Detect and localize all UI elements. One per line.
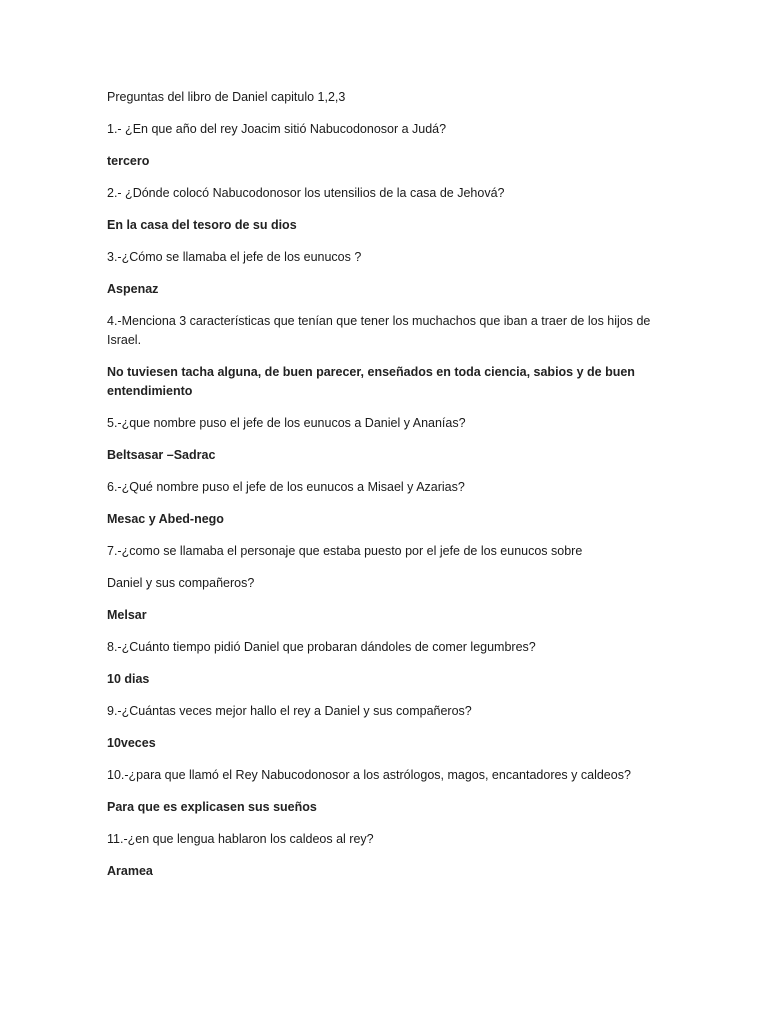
answer-6: Mesac y Abed-nego xyxy=(107,512,224,526)
question-2: 2.- ¿Dónde colocó Nabucodonosor los utensilios de la casa de Jehová? xyxy=(107,186,505,200)
answer-8: 10 dias xyxy=(107,672,150,686)
answer-4: No tuviesen tacha alguna, de buen parecer, enseñados en toda ciencia, sabios y de buen entendimiento xyxy=(107,365,635,398)
question-9: 9.-¿Cuántas veces mejor hallo el rey a Daniel y sus compañeros? xyxy=(107,704,472,718)
question-3: 3.-¿Cómo se llamaba el jefe de los eunucos ? xyxy=(107,250,362,264)
question-1: 1.- ¿En que año del rey Joacim sitió Nabucodonosor a Judá? xyxy=(107,122,447,136)
answer-5: Beltsasar –Sadrac xyxy=(107,448,216,462)
answer-1: tercero xyxy=(107,154,150,168)
question-11: 11.-¿en que lengua hablaron los caldeos al rey? xyxy=(107,832,374,846)
question-5: 5.-¿que nombre puso el jefe de los eunucos a Daniel y Ananías? xyxy=(107,416,466,430)
answer-3: Aspenaz xyxy=(107,282,159,296)
question-4: 4.-Menciona 3 características que tenían que tener los muchachos que iban a traer de los hijos de Israel. xyxy=(107,314,651,347)
question-7-continued: Daniel y sus compañeros? xyxy=(107,576,255,590)
question-10: 10.-¿para que llamó el Rey Nabucodonosor a los astrólogos, magos, encantadores y caldeos? xyxy=(107,768,631,782)
question-8: 8.-¿Cuánto tiempo pidió Daniel que probaran dándoles de comer legumbres? xyxy=(107,640,536,654)
answer-9: 10veces xyxy=(107,736,156,750)
question-6: 6.-¿Qué nombre puso el jefe de los eunucos a Misael y Azarias? xyxy=(107,480,465,494)
answer-2: En la casa del tesoro de su dios xyxy=(107,218,297,232)
answer-11: Aramea xyxy=(107,864,153,878)
answer-10: Para que es explicasen sus sueños xyxy=(107,800,317,814)
answer-7: Melsar xyxy=(107,608,147,622)
document-title: Preguntas del libro de Daniel capitulo 1,2,3 xyxy=(107,90,346,104)
question-7: 7.-¿como se llamaba el personaje que estaba puesto por el jefe de los eunucos sobre xyxy=(107,544,583,558)
